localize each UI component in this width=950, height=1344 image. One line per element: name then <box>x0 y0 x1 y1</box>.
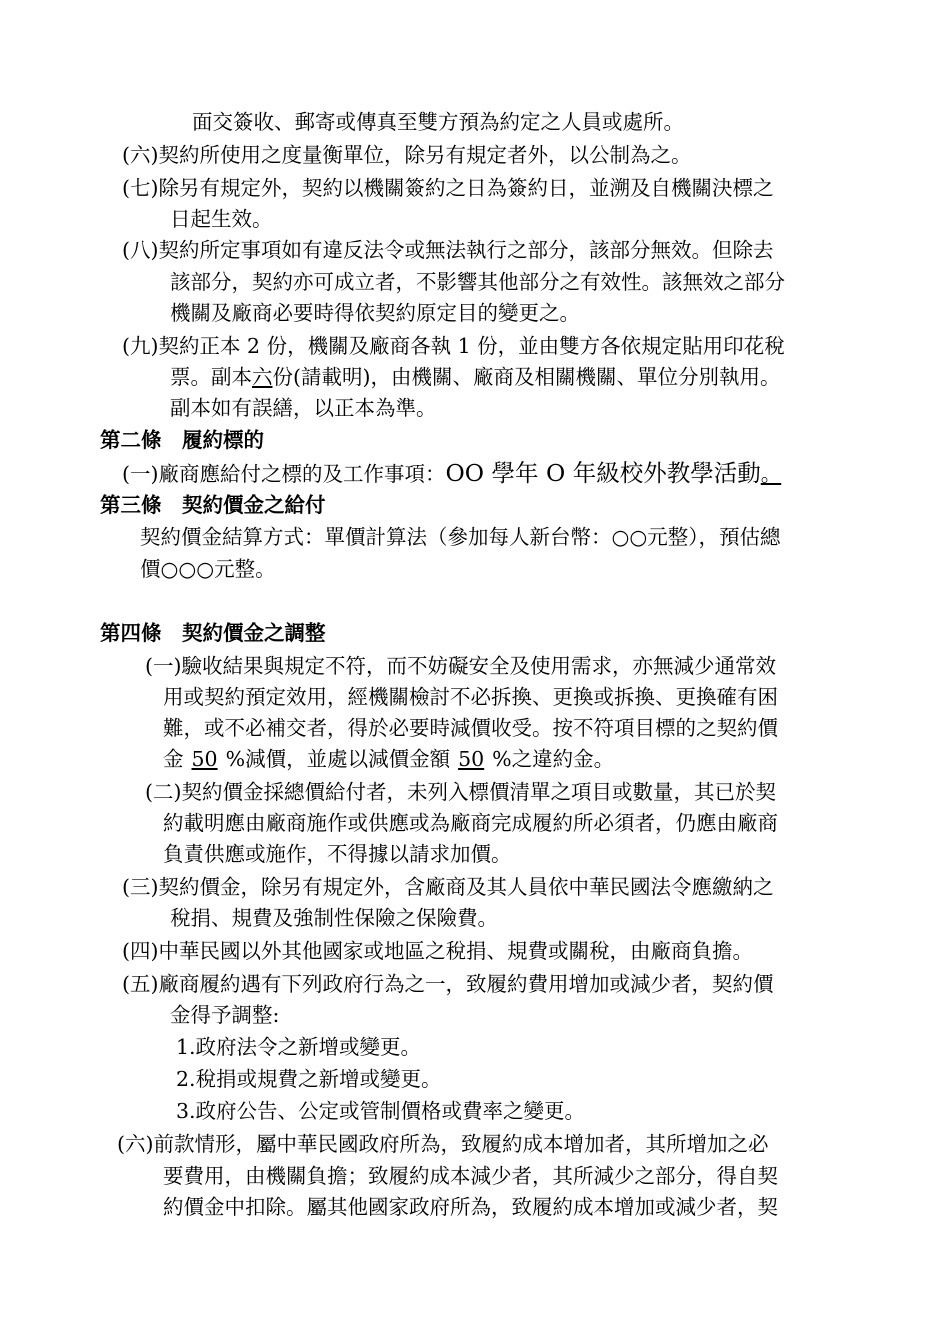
article4-item3-line1: (三)契約價金，除另有規定外，含廠商及其人員依中華民國法令應繳納之 <box>122 875 774 899</box>
article3-line2: 價○○○元整。 <box>140 557 276 581</box>
article4-item2-line3: 負責供應或施作，不得據以請求加價。 <box>163 842 512 866</box>
article2-item1-label: (一)廠商應給付之標的及工作事項： <box>122 462 446 486</box>
article4-item6-line3: 約價金中扣除。屬其他國家政府所為，致履約成本增加或減少者，契 <box>163 1195 778 1219</box>
article4-item6-line2: 要費用，由機關負擔；致履約成本減少者，其所減少之部分，得自契 <box>163 1164 778 1188</box>
article1-item9-line2-a: 票。副本 <box>170 365 252 389</box>
article1-item7-line1: (七)除另有規定外，契約以機關簽約之日為簽約日，並溯及自機關決標之 <box>122 176 774 200</box>
price-reduction-percent: 50 <box>191 747 218 771</box>
copies-count: 六 <box>252 365 273 389</box>
article1-item9-line2-b: 份(請載明)，由機關、廠商及相關機關、單位分別執用。 <box>272 365 781 389</box>
article1-item9-line3: 副本如有誤繕，以正本為準。 <box>170 396 437 420</box>
article1-item8-line3: 機關及廠商必要時得依契約原定目的變更之。 <box>170 301 580 325</box>
penalty-percent: 50 <box>458 747 485 771</box>
article4-item1-line3: 難，或不必補交者，得於必要時減價收受。按不符項目標的之契約價 <box>163 716 778 740</box>
article4-item2-line1: (二)契約價金採總價給付者，未列入標價清單之項目或數量，其已於契 <box>145 780 776 804</box>
article4-item5-sub2: 2.稅捐或規費之新增或變更。 <box>176 1067 442 1091</box>
article1-item8-line2: 該部分，契約亦可成立者，不影響其他部分之有效性。該無效之部分 <box>170 270 785 294</box>
article4-item5-line1: (五)廠商履約遇有下列政府行為之一，致履約費用增加或減少者，契約價 <box>122 972 774 996</box>
article3-line1: 契約價金結算方式：單價計算法（參加每人新台幣：○○元整），預估總 <box>140 525 781 549</box>
article4-item1-line4-c: %之違約金。 <box>492 747 615 771</box>
article3-heading: 第三條 契約價金之給付 <box>100 493 326 517</box>
article4-heading: 第四條 契約價金之調整 <box>100 621 326 645</box>
article4-item2-line2: 約載明應由廠商施作或供應或為廠商完成履約所必須者，仍應由廠商 <box>163 811 778 835</box>
article1-item9-line1: (九)契約正本 2 份，機關及廠商各執 1 份，並由雙方各依規定貼用印花稅 <box>122 334 785 358</box>
article4-item4: (四)中華民國以外其他國家或地區之稅捐、規費或關稅，由廠商負擔。 <box>122 939 753 963</box>
article4-item3-line2: 稅捐、規費及強制性保險之保險費。 <box>170 906 498 930</box>
article4-item1-line4 <box>163 744 614 774</box>
article1-item7-line2: 日起生效。 <box>170 207 273 231</box>
subject-of-contract: OO 學年 O 年級校外教學活動 <box>445 459 761 487</box>
article4-item5-sub1: 1.政府法令之新增或變更。 <box>176 1035 422 1059</box>
subject-end: 。 <box>760 462 782 486</box>
article4-item5-line2: 金得予調整: <box>170 1003 280 1027</box>
article4-item5-sub3: 3.政府公告、公定或管制價格或費率之變更。 <box>176 1099 586 1123</box>
article4-item1-line4-a: 金 <box>163 747 184 771</box>
continued-line: 面交簽收、郵寄或傳真至雙方預為約定之人員或處所。 <box>192 110 684 134</box>
article1-item6: (六)契約所使用之度量衡單位，除另有規定者外，以公制為之。 <box>122 143 692 167</box>
article2-item1 <box>122 458 781 489</box>
article4-item1-line2: 用或契約預定效用，經機關檢討不必拆換、更換或拆換、更換確有困 <box>163 685 778 709</box>
article2-heading: 第二條 履約標的 <box>100 428 264 452</box>
article4-item1-line1: (一)驗收結果與規定不符，而不妨礙安全及使用需求，亦無減少通常效 <box>145 654 776 678</box>
article4-item1-line4-b: %減價，並處以減價金額 <box>225 747 451 771</box>
article4-item6-line1: (六)前款情形，屬中華民國政府所為，致履約成本增加者，其所增加之必 <box>117 1132 769 1156</box>
article1-item8-line1: (八)契約所定事項如有違反法令或無法執行之部分，該部分無效。但除去 <box>122 238 774 262</box>
article1-item9-line2 <box>170 362 781 392</box>
